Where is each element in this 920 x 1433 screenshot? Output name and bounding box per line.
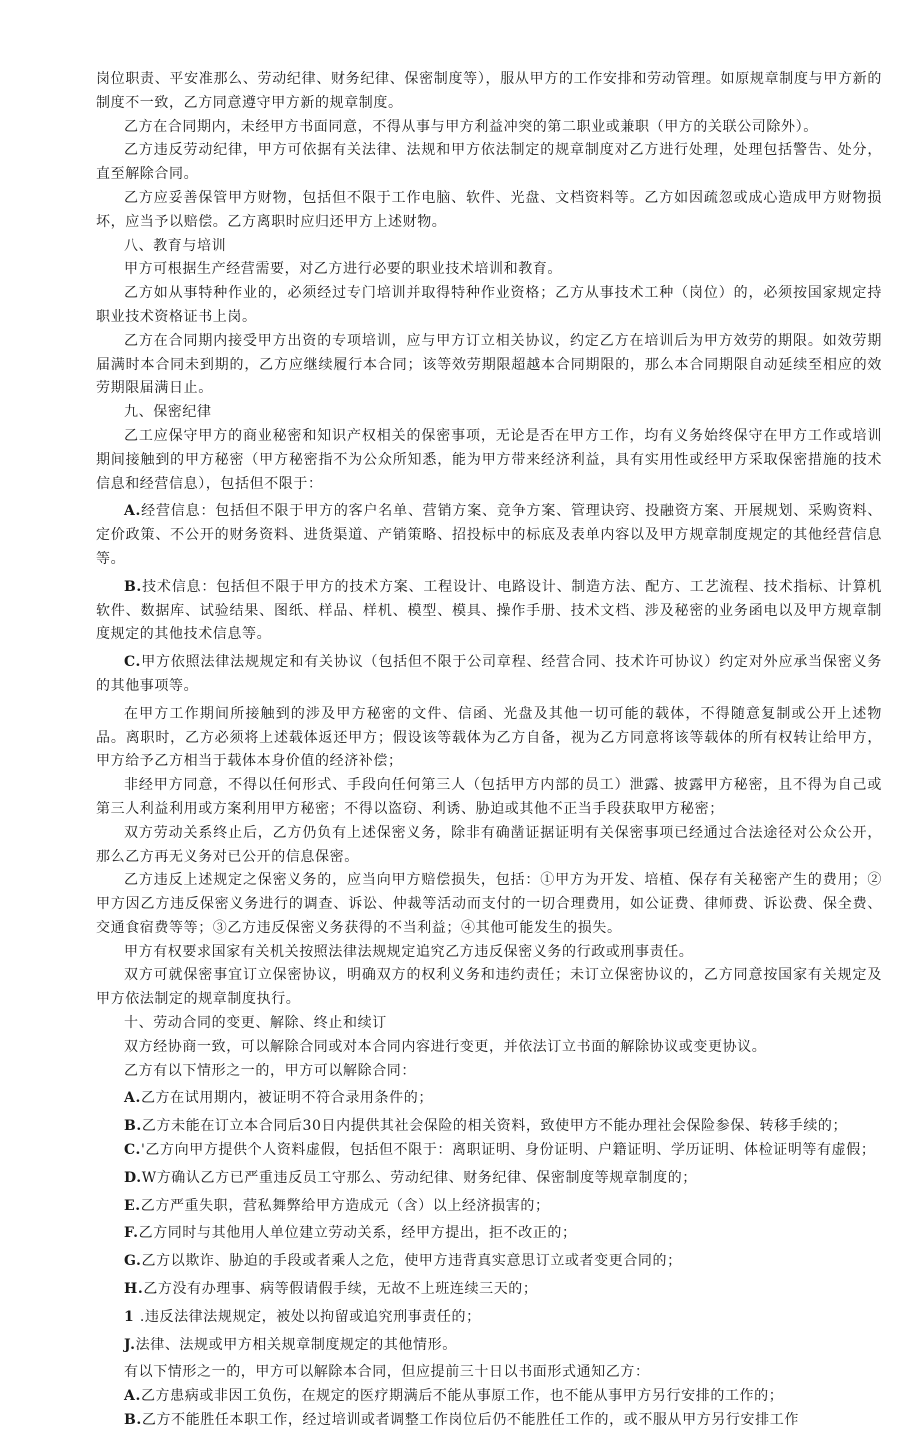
paragraph: 甲方有权要求国家有关机关按照法律法规规定追究乙方违反保密义务的行政或刑事责任。: [124, 943, 694, 960]
list-item-label: D.: [124, 1169, 142, 1186]
list-item-label: C.: [124, 654, 141, 671]
list-item-label: F.: [124, 1225, 139, 1242]
list-item-text: 乙方同时与其他用人单位建立劳动关系，经甲方提出，拒不改正的；: [138, 1225, 577, 1242]
paragraph: 甲方可根据生产经营需要，对乙方进行必要的职业技术培训和教育。: [124, 261, 562, 278]
list-item-label: C.: [124, 1142, 141, 1159]
list-item: [96, 1139, 882, 1163]
paragraph: 乙方应妥善保管甲方财物，包括但不限于工作电脑、软件、光盘、文档资料等。乙方如因疏忽或成心造成甲方财物损坏，应当予以赔偿。乙方离职时应归还甲方上述财物。: [96, 189, 882, 230]
list-item-label: G.: [124, 1253, 142, 1270]
list-item-text: '乙方向甲方提供个人资料虚假，包括但不限于：离职证明、身份证明、户籍证明、学历证明、体检证明等有虚假；: [140, 1142, 876, 1159]
list-item: [96, 576, 882, 647]
paragraph: 乙方违反上述规定之保密义务的，应当向甲方赔偿损失，包括：①甲方为开发、培植、保存有关秘密产生的费用；②甲方因乙方违反保密义务进行的调查、诉讼、仲裁等活动而支付的一切合理费用，如公证费、律师费、诉讼费、保全费、交通食宿费等等；③乙方违反保密义务获得的不当利益；④其他可能发生的损失。: [96, 872, 882, 936]
paragraph: 双方可就保密事宜订立保密协议，明确双方的权利义务和违约责任；未订立保密协议的，乙方同意按国家有关规定及甲方依法制定的规章制度执行。: [96, 967, 882, 1008]
paragraph: 双方经协商一致，可以解除合同或对本合同内容进行变更，并依法订立书面的解除协议或变更协议。: [124, 1038, 767, 1055]
list-item: [96, 1385, 882, 1409]
paragraph: 乙方违反劳动纪律，甲方可依据有关法律、法规和甲方依法制定的规章制度对乙方进行处理，处理包括警告、处分，直至解除合同。: [96, 142, 882, 183]
list-item-text: 乙方不能胜任本职工作，经过培训或者调整工作岗位后仍不能胜任工作的，或不服从甲方另行安排工作: [141, 1412, 799, 1429]
paragraph: 乙方在合同期内接受甲方出资的专项培训，应与甲方订立相关协议，约定乙方在培训后为甲方效劳的期限。如效劳期届满时本合同未到期的，乙方应继续履行本合同；该等效劳期限超越本合同期限的，那么本合同期限自动延续至相应的效劳期限届满日止。: [96, 332, 882, 397]
list-item: [96, 1115, 882, 1139]
list-item-label: H.: [124, 1281, 144, 1298]
list-item-text: 技术信息：包括但不限于甲方的技术方案、工程设计、电路设计、制造方法、配方、工艺流程、技术指标、计算机软件、数据库、试验结果、图纸、样品、样机、模型、模具、操作手册、技术文档、涉及秘密的业务函电以及甲方规章制度规定的其他技术信息等。: [96, 578, 882, 643]
list-item: [96, 500, 882, 571]
list-item-label: B.: [124, 1118, 142, 1135]
paragraph: 岗位职责、平安准那么、劳动纪律、财务纪律、保密制度等），服从甲方的工作安排和劳动管理。如原规章制度与甲方新的制度不一致，乙方同意遵守甲方新的规章制度。: [96, 71, 882, 111]
list-item-label: E.: [124, 1197, 141, 1214]
list-item-label: A.: [124, 1388, 141, 1405]
list-item: [96, 651, 882, 699]
list-item-label: J.: [124, 1336, 136, 1353]
paragraph: 双方劳动关系终止后，乙方仍负有上述保密义务，除非有确凿证据证明有关保密事项已经通过合法途径对公众公开，那么乙方再无义务对已公开的信息保密。: [96, 824, 882, 865]
list-item-text: .违反法律法规规定，被处以拘留或追究刑事责任的；: [139, 1308, 481, 1325]
list-item: [96, 1250, 882, 1274]
paragraph: 乙方在合同期内，未经甲方书面同意，不得从事与甲方利益冲突的第二职业或兼职（甲方的关联公司除外）。: [124, 118, 818, 135]
list-item: [96, 1195, 882, 1219]
list-item: [96, 1334, 882, 1358]
section-heading: 十、劳动合同的变更、解除、终止和续订: [124, 1015, 387, 1032]
section-heading: 八、教育与培训: [124, 237, 227, 254]
list-item-text: 乙方在试用期内，被证明不符合录用条件的；: [140, 1090, 433, 1107]
list-item: [96, 1222, 882, 1246]
list-item-text: 经营信息：包括但不限于甲方的客户名单、营销方案、竞争方案、管理诀窍、投融资方案、开展规划、采购资料、定价政策、不公开的财务资料、进货渠道、产销策略、招投标中的标底及表单内容以及甲方规章制度规定的其他经营信息等。: [96, 503, 882, 567]
list-item-text: 甲方依照法律法规规定和有关协议（包括但不限于公司章程、经营合同、技术许可协议）约定对外应承当保密义务的其他事项等。: [96, 654, 882, 694]
list-item-text: 乙方患病或非因工负伤，在规定的医疗期满后不能从事原工作，也不能从事甲方另行安排的工作的；: [140, 1388, 784, 1405]
list-item-label: 1: [124, 1308, 140, 1325]
paragraph: 乙工应保守甲方的商业秘密和知识产权相关的保密事项，无论是否在甲方工作，均有义务始终保守在甲方工作或培训期间接触到的甲方秘密（甲方秘密指不为公众所知悉，能为甲方带来经济利益，具有实用性或经甲方采取保密措施的技术信息和经营信息），包括但不限于：: [96, 427, 882, 492]
list-item: [96, 1278, 882, 1302]
list-item-label: A.: [124, 1090, 141, 1107]
list-item: [96, 1409, 882, 1433]
paragraph: 有以下情形之一的，甲方可以解除本合同，但应提前三十日以书面形式通知乙方：: [124, 1364, 650, 1381]
paragraph: 非经甲方同意，不得以任何形式、手段向任何第三人（包括甲方内部的员工）泄露、披露甲方秘密，且不得为自己或第三人利益利用或方案利用甲方秘密；不得以盗窃、利诱、胁迫或其他不正当手段获取甲方秘密；: [96, 777, 882, 817]
list-item-text: 乙方严重失职，营私舞弊给甲方造成元（含）以上经济损害的；: [140, 1197, 550, 1214]
section-heading: 九、保密纪律: [124, 404, 212, 421]
list-item: [96, 1087, 882, 1111]
paragraph: 在甲方工作期间所接触到的涉及甲方秘密的文件、信函、光盘及其他一切可能的载体，不得随意复制或公开上述物品。离职时，乙方必须将上述载体返还甲方；假设该等载体为乙方自备，视为乙方同意将该等载体的所有权转让给甲方，甲方给予乙方相当于载体本身价值的经济补偿；: [96, 705, 882, 770]
list-item-text: 乙方没有办理事、病等假请假手续，无故不上班连续三天的；: [143, 1281, 538, 1298]
list-item-label: B.: [124, 1412, 142, 1429]
list-item-text: 法律、法规或甲方相关规章制度规定的其他情形。: [135, 1336, 457, 1353]
list-item: [96, 1167, 882, 1191]
list-item: [96, 1306, 882, 1330]
list-item-text: W方确认乙方已严重违反员工守那么、劳动纪律、财务纪律、保密制度等规章制度的；: [141, 1169, 697, 1186]
list-item-text: 乙方以欺诈、胁迫的手段或者乘人之危，使甲方违背真实意思订立或者变更合同的；: [141, 1253, 682, 1270]
paragraph: 乙方如从事特种作业的，必须经过专门培训并取得特种作业资格；乙方从事技术工种（岗位）的，必须按国家规定持职业技术资格证书上岗。: [96, 285, 882, 325]
paragraph: 乙方有以下情形之一的，甲方可以解除合同：: [124, 1062, 416, 1079]
list-item-text: 乙方未能在订立本合同后30日内提供其社会保险的相关资料，致使甲方不能办理社会保险参保、转移手续的；: [141, 1118, 848, 1135]
list-item-label: B.: [124, 578, 142, 595]
list-item-label: A.: [124, 503, 141, 520]
